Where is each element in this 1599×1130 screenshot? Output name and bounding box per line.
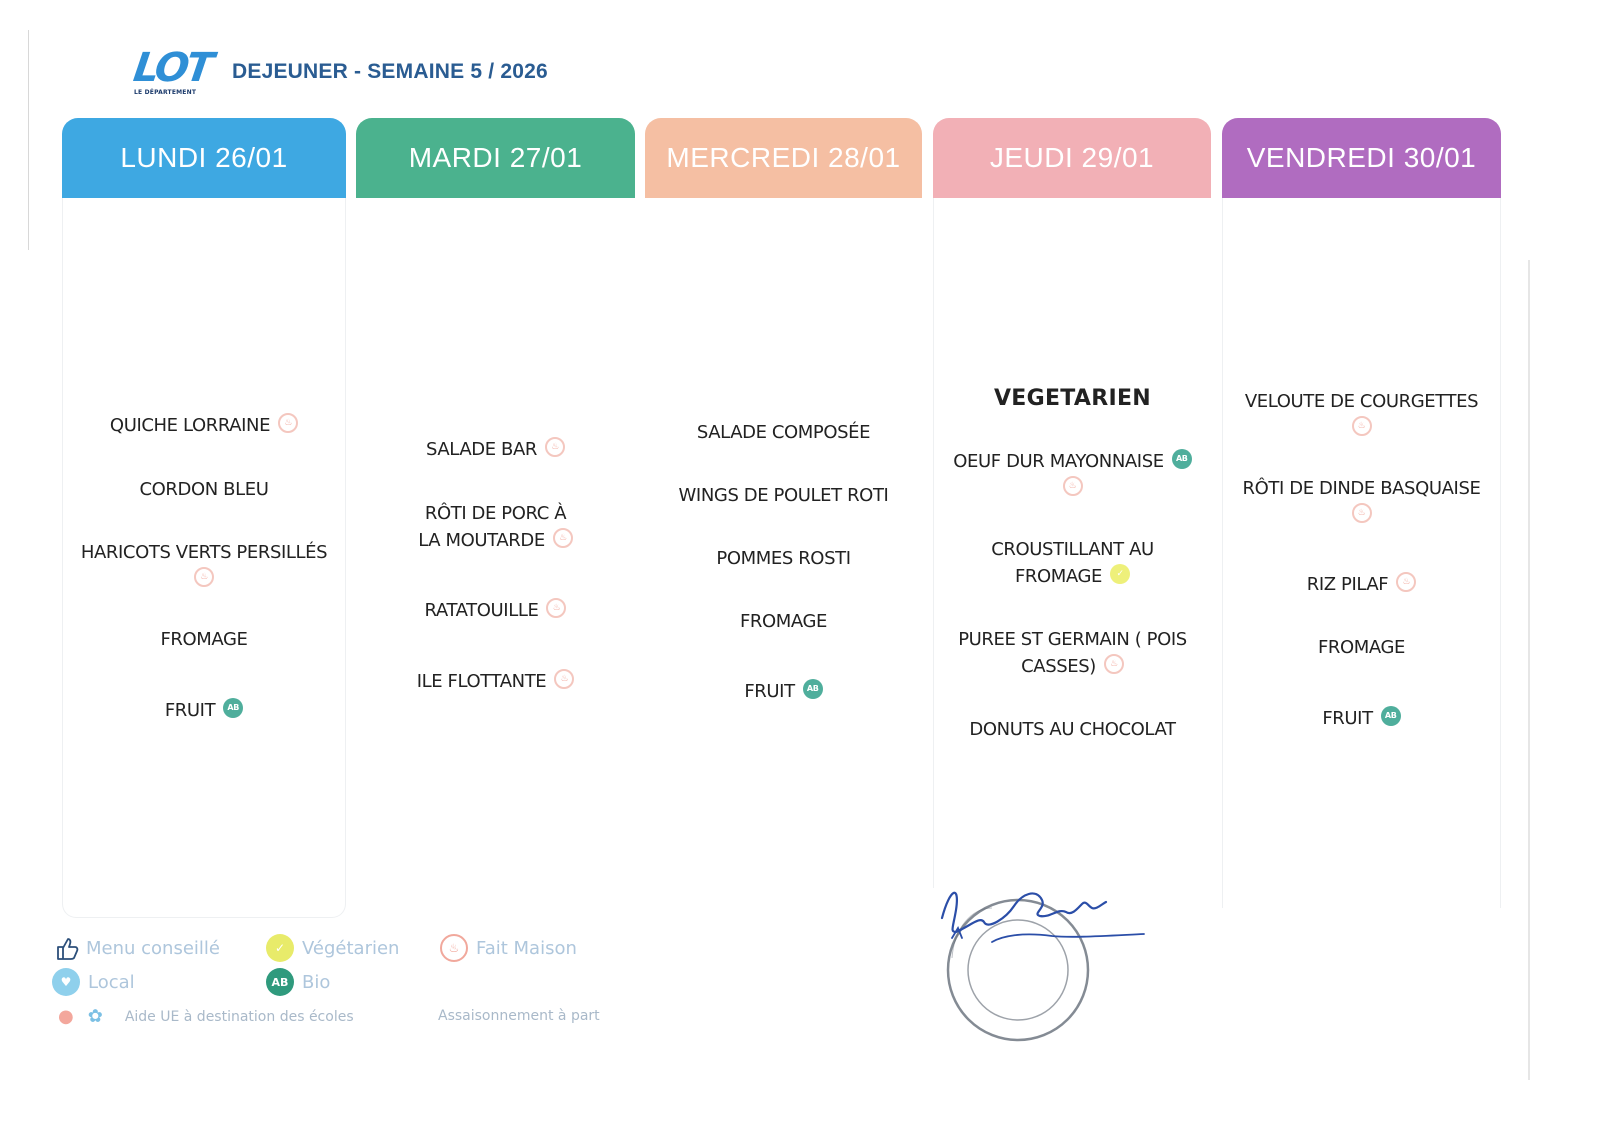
fait-maison-icon: ♨: [278, 413, 298, 433]
menu-item-label: FROMAGE: [160, 629, 248, 650]
day-label: LUNDI 26/01: [120, 142, 288, 173]
menu-item-label: FRUIT: [1322, 708, 1373, 729]
legend-label: Aide UE à destination des écoles: [124, 1008, 354, 1025]
menu-item: [63, 476, 345, 503]
scan-edge: [1528, 260, 1530, 1080]
bio-icon: AB: [266, 968, 294, 996]
fait-maison-icon: ♨: [1063, 476, 1083, 496]
menu-item: [356, 597, 635, 624]
menu-item-label: FRUIT: [164, 700, 216, 721]
bio-icon: AB: [1172, 449, 1192, 469]
day-body: [1222, 198, 1501, 908]
bio-icon: AB: [803, 679, 823, 699]
page-title: DEJEUNER - SEMAINE 5 / 2026: [232, 60, 548, 83]
fait-maison-icon: ♨: [440, 934, 468, 962]
scan-edge: [28, 30, 29, 250]
fait-maison-icon: ♨: [554, 669, 574, 689]
menu-item-label: SALADE BAR: [426, 439, 537, 460]
fait-maison-icon: ♨: [1352, 416, 1372, 436]
menu-item: [356, 500, 635, 554]
day-body: [933, 198, 1211, 888]
vegetarien-icon: ✓: [1110, 564, 1130, 584]
thumbs-up-icon: [54, 934, 80, 962]
menu-item: [356, 436, 635, 463]
day-header: [1222, 118, 1501, 198]
legend-bio: [266, 968, 330, 996]
menu-item: [1223, 475, 1500, 523]
menu-item-label: FROMAGE: [739, 611, 828, 632]
day-column-mercredi: [645, 118, 922, 702]
stamp-graphic: [930, 870, 1170, 1050]
menu-item-label: DONUTS AU CHOCOLAT: [969, 719, 1176, 740]
legend-fait-maison: [440, 934, 577, 962]
day-label: VENDREDI 30/01: [1246, 142, 1477, 173]
menu-item-label: VELOUTE DE COURGETTES: [1244, 391, 1479, 412]
day-column-jeudi: [933, 118, 1211, 740]
day-body: [356, 198, 635, 738]
fait-maison-icon: ♨: [194, 567, 214, 587]
menu-item-label: SALADE COMPOSÉE: [696, 422, 871, 443]
fait-maison-icon: ♨: [1352, 503, 1372, 523]
fait-maison-icon: ♨: [1396, 572, 1416, 592]
menu-item: [645, 608, 922, 635]
menu-item: [63, 626, 345, 653]
menu-item-label: RÔTI DE DINDE BASQUAISE: [1242, 478, 1481, 499]
day-label: MERCREDI 28/01: [666, 142, 901, 173]
menu-item: [356, 668, 635, 695]
menu-item: [63, 412, 345, 439]
legend-vegetarien: [266, 934, 399, 962]
legend-label: Menu conseillé: [86, 937, 220, 959]
legend-label: Végétarien: [302, 937, 400, 959]
logo-mark: LOT: [130, 45, 214, 91]
menu-item: [645, 419, 922, 446]
legend-menu-conseille: [54, 934, 220, 962]
menu-item-label: RÔTI DE PORC À LA MOUTARDE: [418, 503, 567, 551]
menu-item-label: OEUF DUR MAYONNAISE: [953, 451, 1164, 472]
legend-label: Local: [88, 971, 135, 993]
day-header: [933, 118, 1211, 198]
day-label: JEUDI 29/01: [989, 142, 1155, 173]
menu-item: [1223, 634, 1500, 661]
menu-item-label: ILE FLOTTANTE: [416, 671, 547, 692]
menu-item-label: CROUSTILLANT AU FROMAGE: [991, 539, 1154, 587]
legend-label: Bio: [302, 971, 331, 993]
logo-subtitle: LE DÉPARTEMENT: [134, 89, 197, 96]
day-column-vendredi: [1222, 118, 1501, 729]
local-icon: ♥: [52, 968, 80, 996]
day-header: [645, 118, 922, 198]
legend-aide-ue: [58, 1006, 354, 1027]
category-title: VEGETARIEN: [993, 386, 1152, 411]
menu-item-label: PUREE ST GERMAIN ( POIS CASSES): [958, 629, 1187, 677]
menu-item: [63, 539, 345, 587]
day-column-lundi: [62, 118, 346, 721]
legend-local: [52, 968, 135, 996]
menu-item: [1223, 571, 1500, 598]
fait-maison-icon: ♨: [1104, 654, 1124, 674]
menu-item: [645, 678, 922, 705]
vegetarien-icon: ✓: [266, 934, 294, 962]
menu-item: [934, 536, 1211, 590]
fait-maison-icon: ♨: [546, 598, 566, 618]
day-header: [62, 118, 346, 198]
day-body: [645, 198, 922, 738]
menu-item-label: FROMAGE: [1317, 637, 1406, 658]
fait-maison-icon: ♨: [553, 528, 573, 548]
menu-item: [1223, 388, 1500, 436]
menu-item-label: WINGS DE POULET ROTI: [678, 485, 889, 506]
menu-item: [645, 482, 922, 509]
legend-assaisonnement: [438, 1008, 600, 1024]
menu-item-label: POMMES ROSTI: [716, 548, 851, 569]
menu-item: [1223, 705, 1500, 732]
day-header: [356, 118, 635, 198]
day-label: MARDI 27/01: [408, 142, 583, 173]
menu-item: [934, 448, 1211, 496]
menu-item-label: RATATOUILLE: [424, 600, 539, 621]
legend-label: Assaisonnement à part: [438, 1008, 600, 1024]
menu-item: [934, 716, 1211, 743]
menu-item-label: CORDON BLEU: [139, 479, 269, 500]
menu-item: [934, 626, 1211, 680]
menu-item-label: RIZ PILAF: [1306, 574, 1389, 595]
menu-item-label: FRUIT: [744, 681, 795, 702]
legend-label: Fait Maison: [476, 937, 577, 959]
menu-item-label: QUICHE LORRAINE: [109, 415, 271, 436]
day-body: [62, 198, 346, 918]
bio-icon: AB: [223, 698, 243, 718]
menu-item: [63, 697, 345, 724]
menu-item: [645, 545, 922, 572]
bio-icon: AB: [1381, 706, 1401, 726]
day-column-mardi: [356, 118, 635, 692]
fait-maison-icon: ♨: [545, 437, 565, 457]
eu-school-icon: ✿: [87, 1006, 103, 1027]
menu-item-label: HARICOTS VERTS PERSILLÉS: [80, 542, 328, 563]
department-logo: [130, 45, 214, 100]
principal-signature-stamp: [930, 870, 1170, 1050]
apple-icon: ●: [58, 1006, 74, 1027]
